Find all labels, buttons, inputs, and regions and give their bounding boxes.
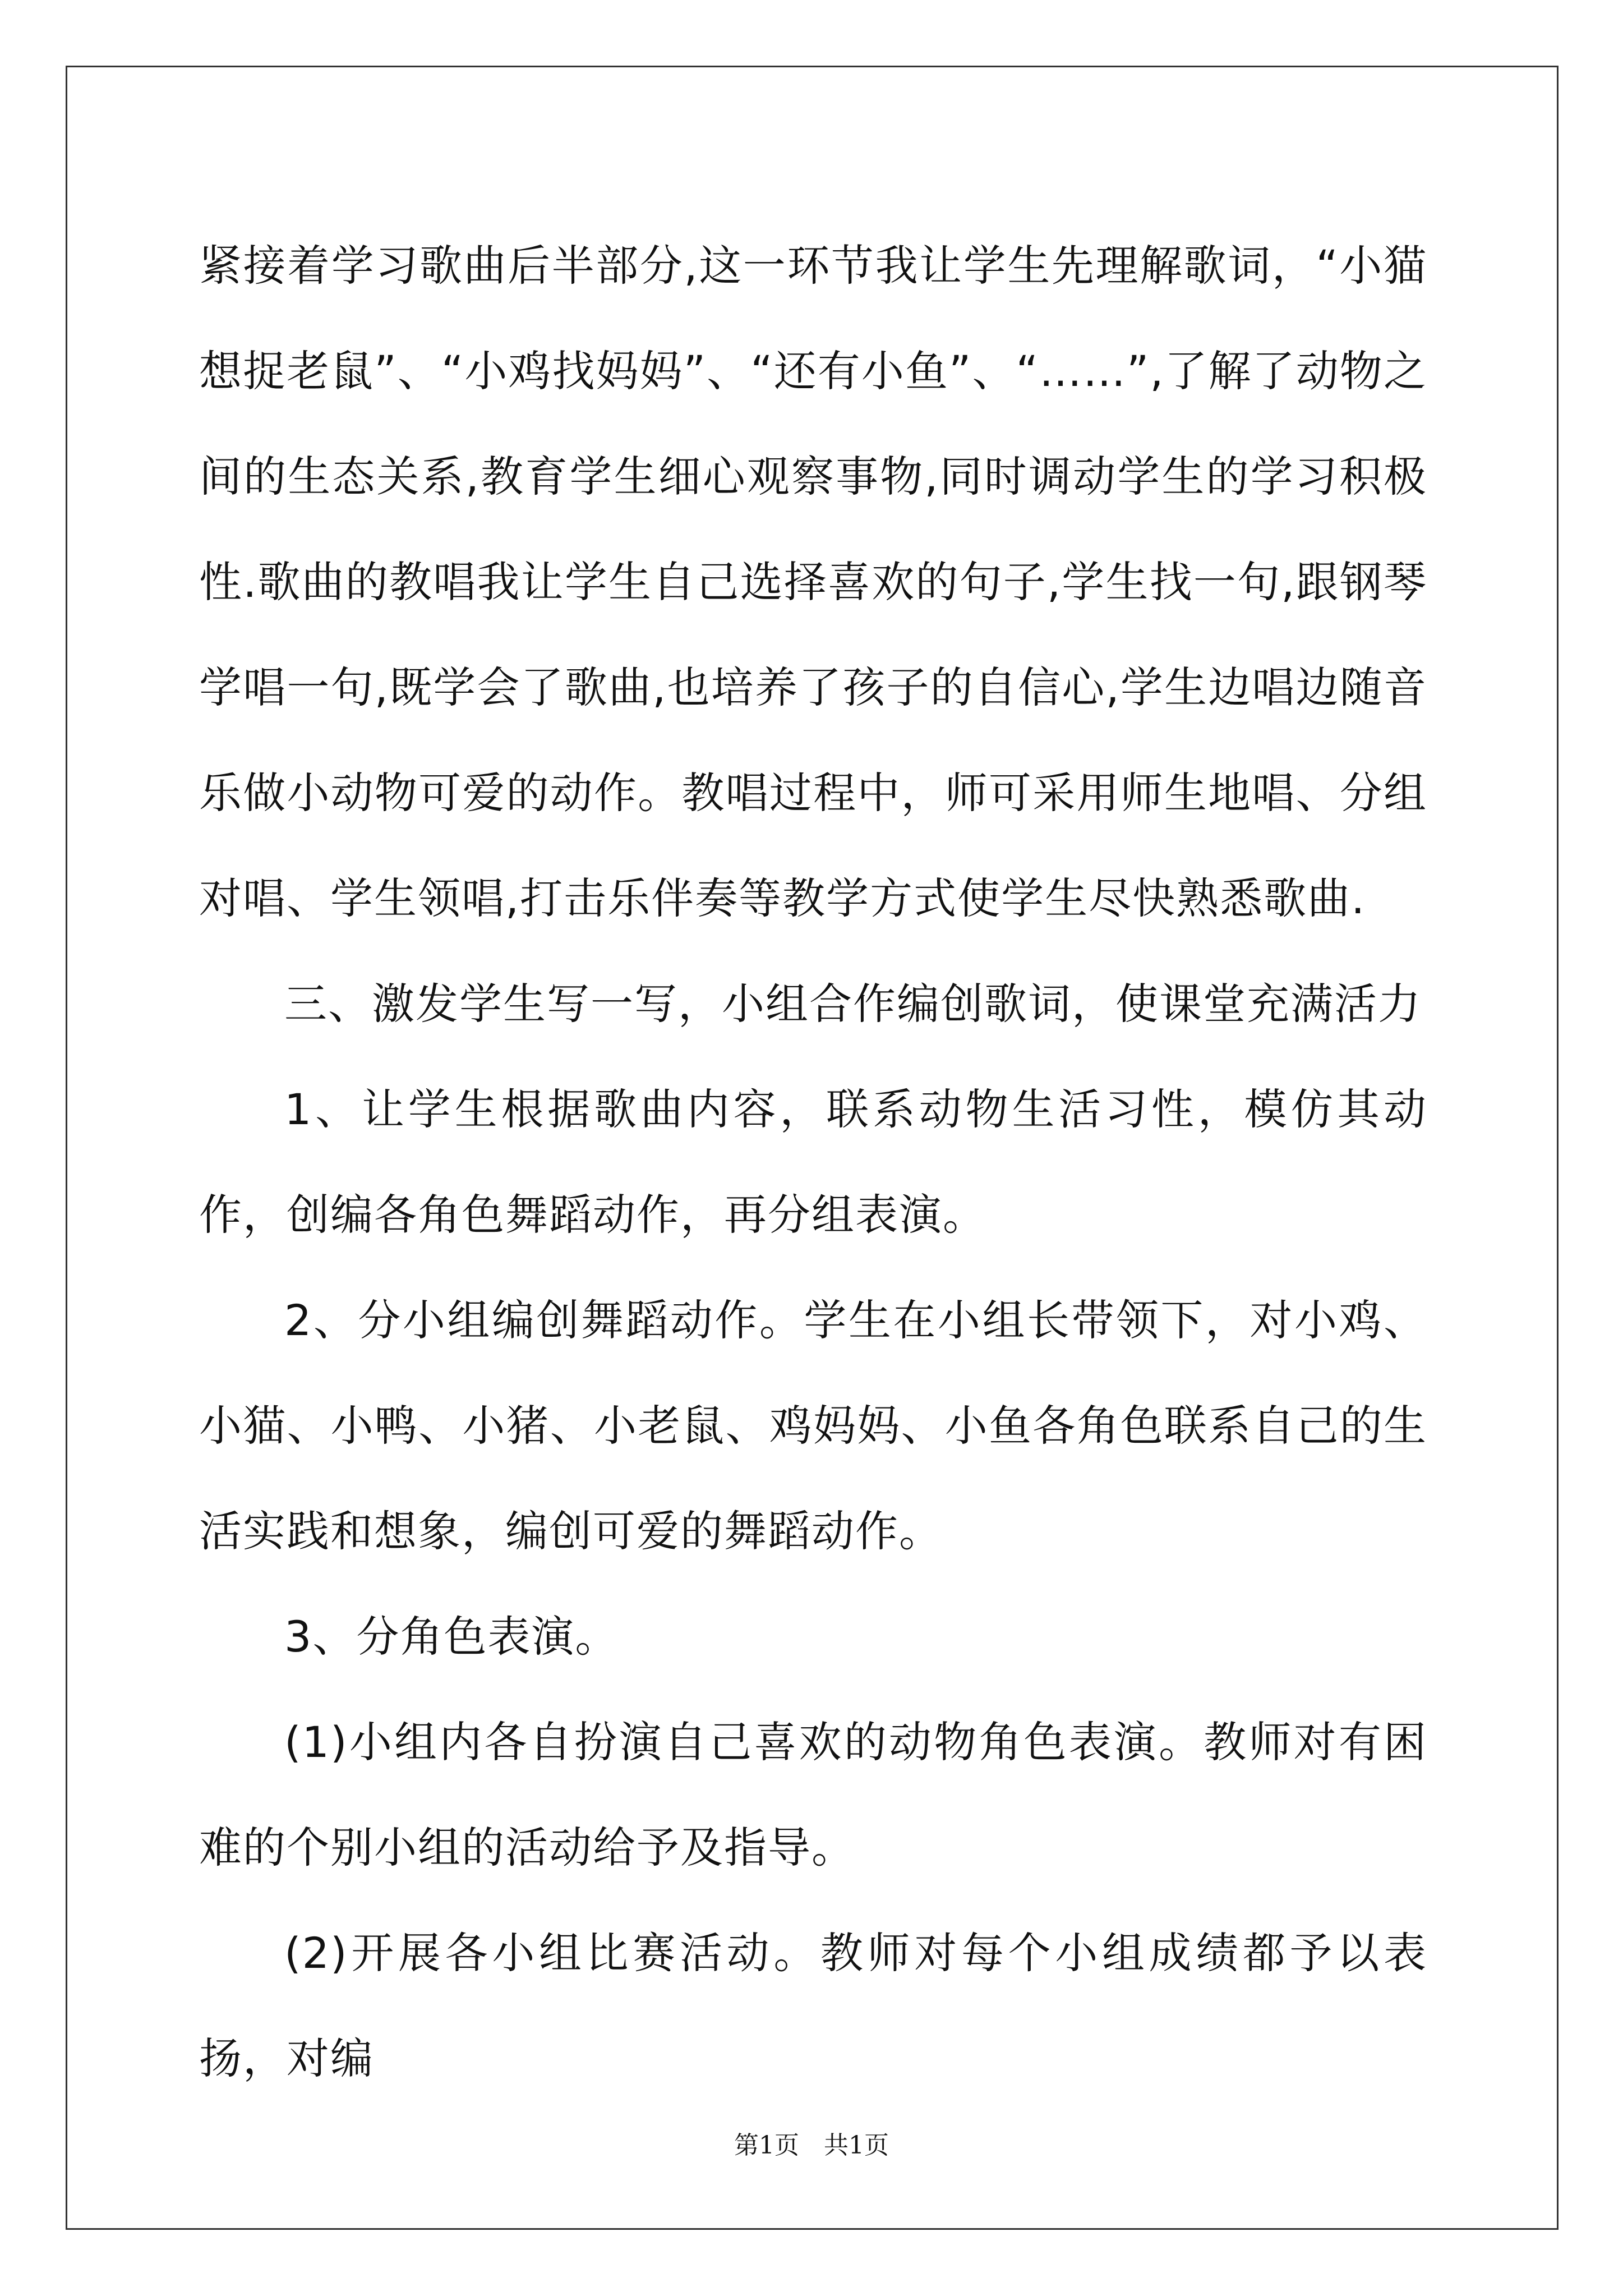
paragraph-step-2: 2、分小组编创舞蹈动作。学生在小组长带领下，对小鸡、小猫、小鸭、小猪、小老鼠、鸡妈妈、小鱼各角色联系自己的生活实践和想象，编创可爱的舞蹈动作。 [199,1295,1427,1556]
document-body [199,213,1427,2111]
paragraph-step-1: 1、让学生根据歌曲内容，联系动物生活习性，模仿其动作，创编各角色舞蹈动作，再分组表演。 [199,1084,1427,1240]
paragraph-song-second-half: 紧接着学习歌曲后半部分,这一环节我让学生先理解歌词，“小猫想捉老鼠”、“小鸡找妈妈”、“还有小鱼”、“……”,了解了动物之间的生态关系,教育学生细心观察事物,同时调动学生的学习积极性.歌曲的教唱我让学生自己选择喜欢的句子,学生找一句,跟钢琴学唱一句,既学会了歌曲,也培养了孩子的自信心,学生边唱边随音乐做小动物可爱的动作。教唱过程中，师可采用师生地唱、分组对唱、学生领唱,打击乐伴奏等教学方式使学生尽快熟悉歌曲. [199,241,1427,923]
section-heading-three: 三、激发学生写一写，小组合作编创歌词，使课堂充满活力 [284,979,1422,1029]
paragraph-substep-1: (1)小组内各自扮演自己喜欢的动物角色表演。教师对有困难的个别小组的活动给予及指导。 [199,1717,1427,1872]
paragraph-step-3: 3、分角色表演。 [284,1612,619,1662]
paragraph-substep-2: (2)开展各小组比赛活动。教师对每个小组成绩都予以表扬，对编 [199,1928,1427,2083]
page-number-footer: 第1页 共1页 [734,2131,889,2160]
